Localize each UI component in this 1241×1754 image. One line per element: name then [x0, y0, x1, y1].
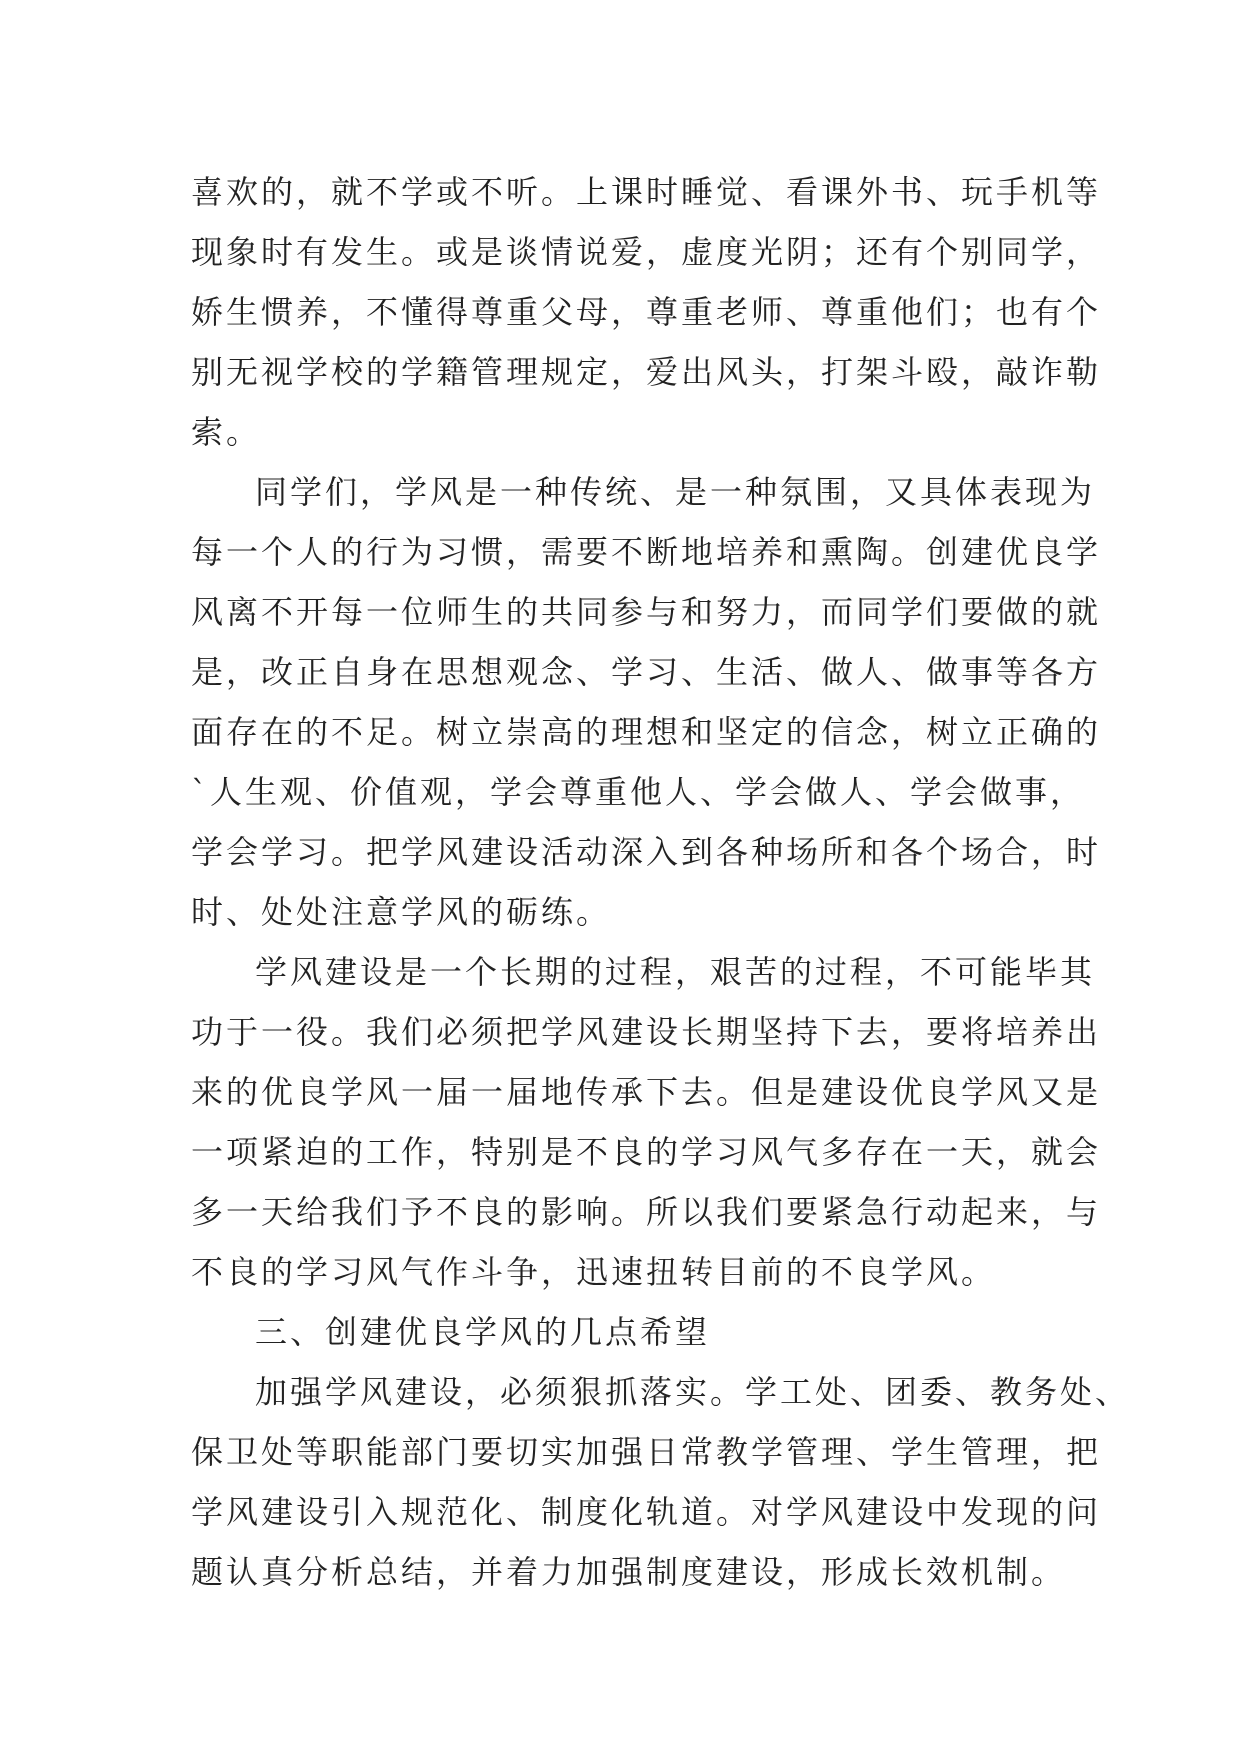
section-heading: 三、创建优良学风的几点希望 [255, 1313, 711, 1351]
text-line: 面存在的不足。树立崇高的理想和坚定的信念，树立正确的 [191, 713, 1102, 751]
document-body [191, 162, 1131, 1602]
paragraph-start-line: 加强学风建设，必须狠抓落实。学工处、团委、教务处、 [255, 1373, 1131, 1411]
text-line: 时、处处注意学风的砺练。 [191, 893, 612, 931]
text-line: 学会学习。把学风建设活动深入到各种场所和各个场合，时 [191, 833, 1102, 871]
text-line: 风离不开每一位师生的共同参与和努力，而同学们要做的就 [191, 593, 1102, 631]
text-line: 别无视学校的学籍管理规定，爱出风头，打架斗殴，敲诈勒 [191, 353, 1102, 391]
text-line: 保卫处等职能部门要切实加强日常教学管理、学生管理，把 [191, 1433, 1102, 1471]
text-line: 题认真分析总结，并着力加强制度建设，形成长效机制。 [191, 1553, 1067, 1591]
text-line: 喜欢的，就不学或不听。上课时睡觉、看课外书、玩手机等 [191, 173, 1102, 211]
text-line: 索。 [191, 413, 262, 451]
text-line: 是，改正自身在思想观念、学习、生活、做人、做事等各方 [191, 653, 1102, 691]
text-line: 学风建设引入规范化、制度化轨道。对学风建设中发现的问 [191, 1493, 1102, 1531]
text-line: 一项紧迫的工作，特别是不良的学习风气多存在一天，就会 [191, 1133, 1102, 1171]
text-line: 多一天给我们予不良的影响。所以我们要紧急行动起来，与 [191, 1193, 1102, 1231]
text-line: 来的优良学风一届一届地传承下去。但是建设优良学风又是 [191, 1073, 1102, 1111]
text-line: 每一个人的行为习惯，需要不断地培养和熏陶。创建优良学 [191, 533, 1102, 571]
paragraph-start-line: 学风建设是一个长期的过程，艰苦的过程，不可能毕其 [255, 953, 1096, 991]
text-line: 现象时有发生。或是谈情说爱，虚度光阴；还有个别同学， [191, 233, 1102, 271]
text-line: 娇生惯养，不懂得尊重父母，尊重老师、尊重他们；也有个 [191, 293, 1102, 331]
text-line: `人生观、价值观，学会尊重他人、学会做人、学会做事， [191, 773, 1086, 811]
text-line: 不良的学习风气作斗争，迅速扭转目前的不良学风。 [191, 1253, 997, 1291]
paragraph-start-line: 同学们，学风是一种传统、是一种氛围，又具体表现为 [255, 473, 1096, 511]
text-line: 功于一役。我们必须把学风建设长期坚持下去，要将培养出 [191, 1013, 1102, 1051]
